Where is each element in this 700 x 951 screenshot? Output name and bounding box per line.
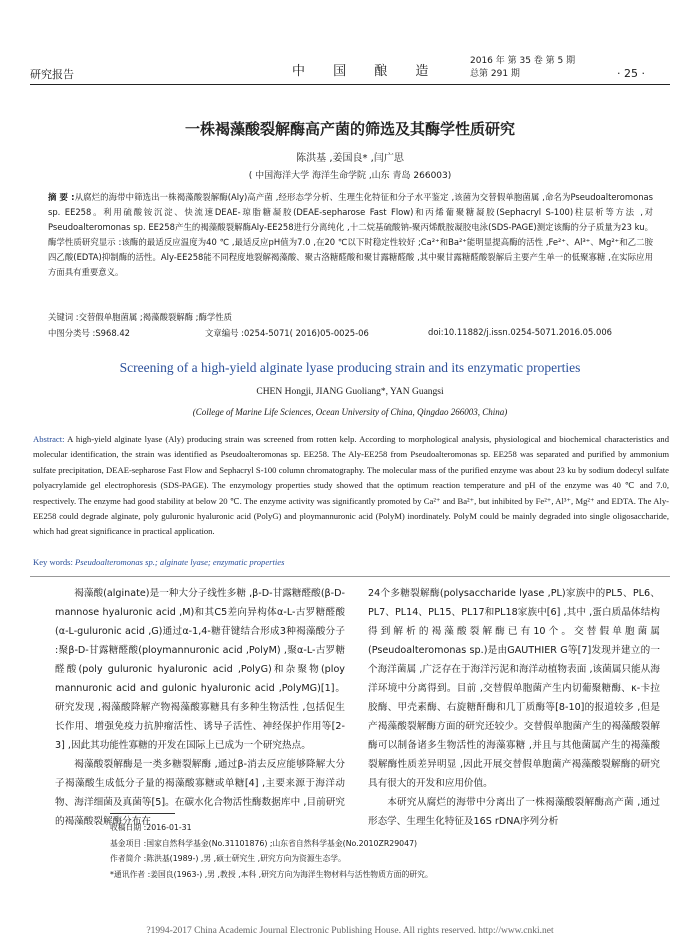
footnote-fund: 基金项目 :国家自然科学基金(No.31101876) ;山东省自然科学基金(No.2010ZR29047) [110, 838, 418, 848]
copyright-footer: ?1994-2017 China Academic Journal Electronic Publishing House. All rights reserved. http://www.cnki.net [146, 926, 554, 936]
doi: doi:10.11882/j.issn.0254-5071.2016.05.006 [428, 327, 612, 337]
chinese-abstract [48, 190, 653, 280]
english-keywords [33, 557, 669, 567]
footnote-author: 作者简介 :陈洪基(1989-) ,男 ,硕士研究生 ,研究方向为资源生态学。 [110, 854, 346, 863]
chinese-abstract-label: 摘 要 : [48, 192, 75, 202]
footnote-corresponding: *通讯作者 :姜国良(1963-) ,男 ,教授 ,本科 ,研究方向为海洋生物材料与活性物质方面的研究。 [110, 869, 433, 879]
chinese-keywords-text: 交替假单胞菌属 ;褐藻酸裂解酶 ;酶学性质 [78, 312, 232, 322]
issue-line-2: 总第 291 期 [470, 69, 520, 79]
issue-info [470, 55, 575, 81]
body-paragraph: 褐藻酸(alginate)是一种大分子线性多糖 ,β-D-甘露糖醛酸(β-D-mannose hyaluronic acid ,M)和其C5差向异构体α-L-古罗糖醛酸(α-L-guluronic acid ,G)通过α-1,4-糖苷键结合形成3种褐藻酸分子 :聚β-D-甘露糖醛酸(ploymannuronic acid ,PolyM) ,聚α-L-古罗糖醛酸(poly guluronic hyaluronic acid ,PolyG)和杂聚物(ploy mannuronic acid and gulonic hyaluronic acid ,PolyMG)[1]。研究发现 ,褐藻酸降解产物褐藻酸寡糖具有多种生物活性 ,包括促生长作用、增强免疫力抗肿瘤活性、诱导子活性、神经保护作用等[2-3] ,因此其功能性寡糖的开发在国际上已成为一个研究热点。 [55, 588, 345, 751]
english-abstract [33, 432, 669, 540]
english-affiliation: (College of Marine Life Sciences, Ocean University of China, Qingdao 266003, China) [192, 407, 508, 417]
footnotes [110, 820, 630, 882]
english-keywords-label: Key words: [33, 557, 73, 567]
chinese-abstract-text: 从腐烂的海带中筛选出一株褐藻酸裂解酶(Aly)高产菌 ,经形态学分析、生理生化特征和分子水平鉴定 ,该菌为交替假单胞菌属 ,命名为Pseudoalteromonas sp. EE258。利用硫酸铵沉淀、快流速DEAE-琼脂糖凝胶(DEAE-sepharose Fast Flow)和丙烯葡聚糖凝胶(Sephacryl S-100)柱层析等方法 ,对Pseudoalteromonas sp. EE258产生的褐藻酸裂解酶Aly-EE258进行分离纯化 ,十二烷基硫酸钠-聚丙烯酰胺凝胶电泳(SDS-PAGE)测定该酶的分子质量为23 ku。酶学性质研究显示 :该酶的最适反应温度为40 ℃ ,最适反应pH值为7.0 ,在20 ℃以下时稳定性较好 ;Ca²⁺和Ba²⁺能明显提高酶的活性 ,Fe²⁺、Al³⁺、Mg²⁺和乙二胺四乙酸(EDTA)抑制酶的活性。Aly-EE258能不同程度地裂解褐藻酸、聚古洛糖醛酸和聚甘露糖醛酸 ,其中聚甘露糖醛酸裂解后主要产生单一的低聚寡糖 ,在实际应用方面具有重要意义。 [48, 192, 653, 277]
footnote-received: 收稿日期 :2016-01-31 [110, 823, 192, 832]
body-paragraph: 本研究从腐烂的海带中分离出了一株褐藻酸裂解酶高产菌 ,通过形态学、生理生化特征及16S rDNA序列分析 [368, 797, 660, 827]
english-keywords-text: Pseudoalteromonas sp.; alginate lyase; enzymatic properties [75, 557, 285, 567]
chinese-title: 一株褐藻酸裂解酶高产菌的筛选及其酶学性质研究 [184, 120, 515, 138]
section-label: 研究报告 [30, 68, 74, 81]
body-paragraph: 24个多糖裂解酶(polysaccharide lyase ,PL)家族中的PL5、PL6、PL7、PL14、PL15、PL17和PL18家族中[6] ,其中 ,蛋白质晶体结构得到解析的褐藻酸裂解酶已有10个。交替假单胞菌属(Pseudoalteromonas sp.)是由GAUTHIER G等[7]发现并建立的一个海洋菌属 ,广泛存在于海洋污泥和海洋动植物表面 ,该菌属只能从海洋环境中分离得到。目前 ,交替假单胞菌产生内切葡聚糖酶、κ-卡拉胶酶、甲壳素酶、右旋糖酐酶和几丁质酶等[8-10]的报道较多 ,但是产褐藻酸裂解酶方面的研究还较少。交替假单胞菌产生的褐藻酸裂解酶可以制备诸多生物活性的海藻寡糖 ,并且与其他菌属产生的褐藻酸裂解酶性质差异明显 ,因此开展交替假单胞菌产褐藻酸裂解酶的研究具有很大的开发和应用价值。 [368, 588, 660, 789]
chinese-authors: 陈洪基 ,姜国良* ,闫广思 [296, 153, 404, 164]
english-abstract-text: A high-yield alginate lyase (Aly) producing strain was screened from rotten kelp. According to morphological analysis, physiological and biochemical characteristics and molecular identification, the strain was identified as Pseudoalteromonas sp. EE258. The Aly-EE258 from Pseudoalteromonas sp. EE258 was separated and purified by ammonium sulfate precipitation, DEAE-sepharose Fast Flow and Sephacryl S-100 column chromatography. The molecular mass of the purified enzyme was about 23 ku by sodium dodecyl sulfate polyacrylamide gel electrophoresis (SDS-PAGE). The enzymology properties study showed that the optimum reaction temperature and pH of the enzyme was 40 ℃ and 7.0, respectively. The enzyme had good stability at below 20 ℃. The enzyme activity was significantly promoted by Ca²⁺ and Ba²⁺, but inhibited by Fe²⁺, Al³⁺, Mg²⁺ and EDTA. The Aly-EE258 could degrade alginate, poly guluronic hyaluronic acid (PolyG) and ploymannuronic acid (PolyM) inordinately. PolyM could be mainly degraded into single oligosaccharide, which had great significance in practical application. [33, 434, 669, 537]
english-authors: CHEN Hongji, JIANG Guoliang*, YAN Guangsi [256, 387, 444, 397]
clc-number: 中图分类号 :S968.42 [48, 328, 130, 338]
page-number: · 25 · [617, 67, 645, 80]
body-right-column [368, 584, 660, 831]
section-divider [30, 576, 670, 577]
chinese-keywords [48, 311, 653, 323]
english-title: Screening of a high-yield alginate lyase producing strain and its enzymatic properties [119, 360, 581, 375]
chinese-affiliation: ( 中国海洋大学 海洋生命学院 ,山东 青岛 266003) [248, 171, 452, 181]
body-left-column [55, 584, 345, 831]
footnote-rule [110, 813, 175, 814]
journal-name: 中 国 酿 造 [292, 64, 441, 79]
body-paragraph: 褐藻酸裂解酶是一类多糖裂解酶 ,通过β-消去反应能够降解大分子褐藻酸生成低分子量的褐藻酸寡糖或单糖[4] ,主要来源于海洋动物、海洋细菌及真菌等[5]。在碳水化合物活性酶数据库中 ,目前研究的褐藻酸裂解酶分布在 [55, 759, 345, 827]
document-code: 文章编号 :0254-5071( 2016)05-0025-06 [205, 328, 369, 338]
chinese-keywords-label: 关键词 : [48, 312, 79, 322]
header-rule [30, 84, 670, 85]
issue-line-1: 2016 年 第 35 卷 第 5 期 [470, 56, 576, 66]
english-abstract-label: Abstract: [33, 434, 65, 444]
